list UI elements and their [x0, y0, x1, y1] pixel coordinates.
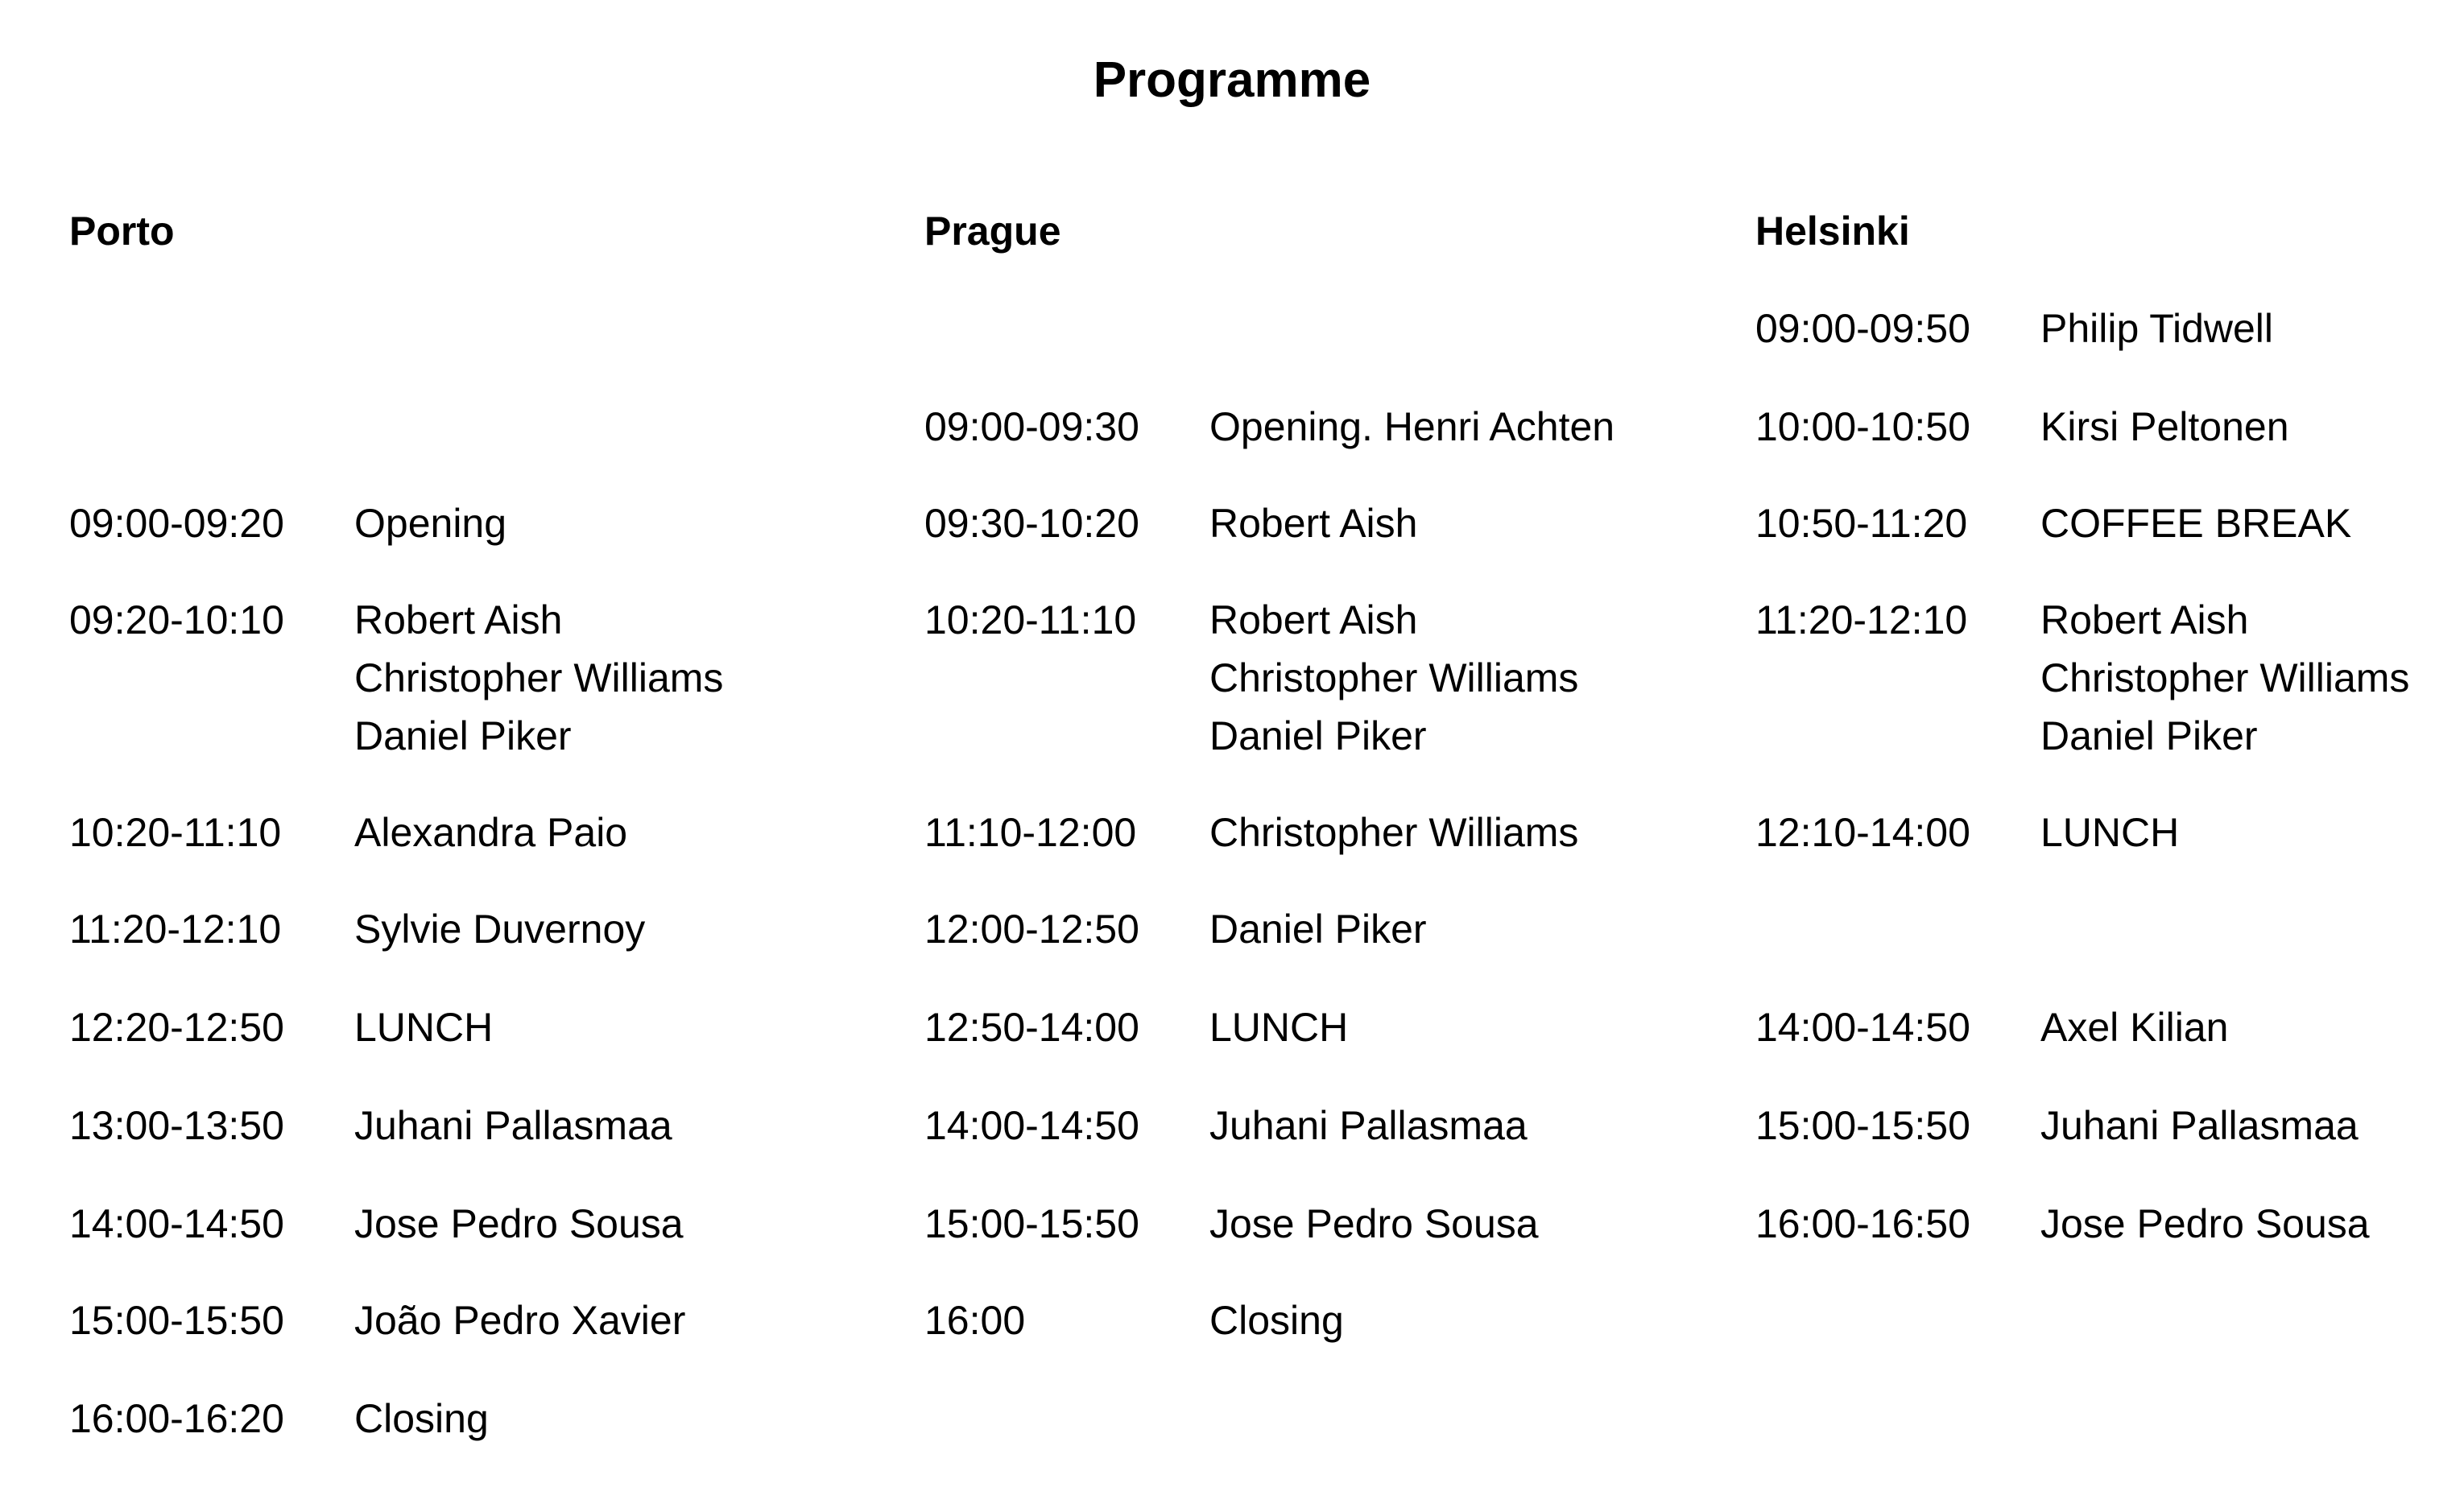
helsinki-session-speakers	[2040, 591, 2409, 765]
helsinki-session-speaker: Christopher Williams	[2040, 655, 2410, 700]
helsinki-session-speaker: Jose Pedro Sousa	[2040, 1201, 2370, 1246]
porto-session-speaker: Daniel Piker	[354, 713, 572, 758]
prague-session-speaker: Jose Pedro Sousa	[1209, 1201, 1539, 1246]
prague-session-time: 10:20-11:10	[924, 597, 1137, 642]
porto-session-speaker: João Pedro Xavier	[354, 1298, 686, 1343]
helsinki-session-time: 10:00-10:50	[1755, 404, 1970, 449]
helsinki-session-time: 16:00-16:50	[1755, 1201, 1970, 1246]
helsinki-session-speaker: Daniel Piker	[2040, 713, 2258, 758]
city-heading-helsinki: Helsinki	[1755, 209, 1910, 254]
prague-session-time: 15:00-15:50	[924, 1201, 1139, 1246]
prague-session-time: 09:00-09:30	[924, 404, 1139, 449]
prague-session-time: 11:10-12:00	[924, 810, 1137, 855]
helsinki-session-speaker: Philip Tidwell	[2040, 306, 2274, 351]
prague-session-time: 12:50-14:00	[924, 1005, 1139, 1050]
prague-session-speaker: Daniel Piker	[1209, 713, 1427, 758]
porto-session-time: 11:20-12:10	[69, 907, 282, 952]
prague-session-speaker: Christopher Williams	[1209, 655, 1579, 700]
prague-session-time: 16:00	[924, 1298, 1026, 1343]
prague-session-speaker: Daniel Piker	[1209, 907, 1427, 952]
city-heading-porto: Porto	[69, 209, 175, 254]
prague-session-speaker: Robert Aish	[1209, 501, 1418, 546]
prague-session-speaker: Robert Aish	[1209, 597, 1418, 642]
helsinki-session-time: 11:20-12:10	[1755, 597, 1968, 642]
porto-session-time: 12:20-12:50	[69, 1005, 284, 1050]
helsinki-session-speaker: LUNCH	[2040, 810, 2180, 855]
porto-session-time: 09:20-10:10	[69, 597, 284, 642]
prague-session-speaker: Closing	[1209, 1298, 1344, 1343]
porto-session-speaker: Sylvie Duvernoy	[354, 907, 646, 952]
prague-session-speaker: LUNCH	[1209, 1005, 1349, 1050]
prague-session-time: 09:30-10:20	[924, 501, 1139, 546]
porto-session-speaker: Christopher Williams	[354, 655, 724, 700]
porto-session-speaker: Opening	[354, 501, 507, 546]
porto-session-time: 14:00-14:50	[69, 1201, 284, 1246]
porto-session-time: 15:00-15:50	[69, 1298, 284, 1343]
porto-session-speaker: Juhani Pallasmaa	[354, 1103, 672, 1148]
porto-session-speaker: Robert Aish	[354, 597, 563, 642]
helsinki-session-speaker: Kirsi Peltonen	[2040, 404, 2289, 449]
porto-session-speaker: Jose Pedro Sousa	[354, 1201, 684, 1246]
porto-session-speakers	[354, 591, 723, 765]
helsinki-session-speaker: Axel Kilian	[2040, 1005, 2229, 1050]
prague-session-time: 14:00-14:50	[924, 1103, 1139, 1148]
prague-session-time: 12:00-12:50	[924, 907, 1139, 952]
page-title: Programme	[1093, 52, 1371, 108]
porto-session-speaker: LUNCH	[354, 1005, 494, 1050]
porto-session-speaker: Closing	[354, 1396, 489, 1441]
helsinki-session-speaker: COFFEE BREAK	[2040, 501, 2352, 546]
prague-session-speakers	[1209, 591, 1578, 765]
prague-session-speaker: Juhani Pallasmaa	[1209, 1103, 1528, 1148]
porto-session-time: 16:00-16:20	[69, 1396, 284, 1441]
helsinki-session-time: 14:00-14:50	[1755, 1005, 1970, 1050]
helsinki-session-speaker: Juhani Pallasmaa	[2040, 1103, 2359, 1148]
porto-session-speaker: Alexandra Paio	[354, 810, 628, 855]
helsinki-session-time: 09:00-09:50	[1755, 306, 1970, 351]
city-heading-prague: Prague	[924, 209, 1061, 254]
helsinki-session-time: 10:50-11:20	[1755, 501, 1968, 546]
prague-session-speaker: Opening. Henri Achten	[1209, 404, 1615, 449]
prague-session-speaker: Christopher Williams	[1209, 810, 1579, 855]
helsinki-session-time: 15:00-15:50	[1755, 1103, 1970, 1148]
porto-session-time: 10:20-11:10	[69, 810, 282, 855]
helsinki-session-time: 12:10-14:00	[1755, 810, 1970, 855]
helsinki-session-speaker: Robert Aish	[2040, 597, 2249, 642]
porto-session-time: 13:00-13:50	[69, 1103, 284, 1148]
porto-session-time: 09:00-09:20	[69, 501, 284, 546]
